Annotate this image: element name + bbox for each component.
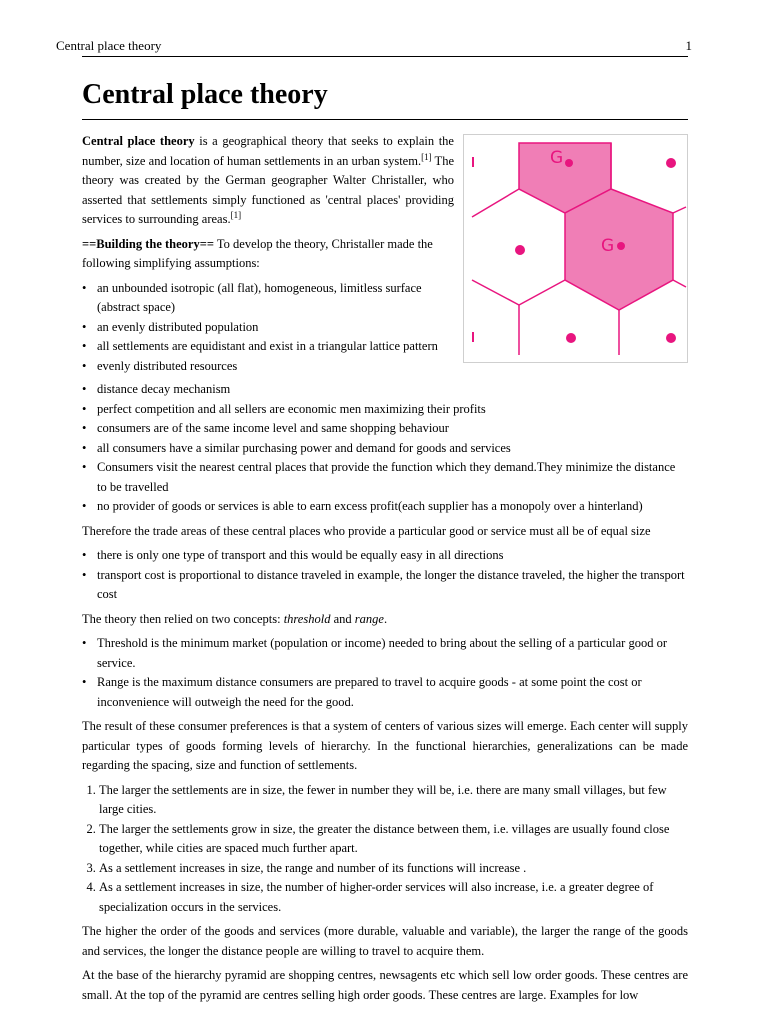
running-title: Central place theory: [56, 38, 162, 53]
citation-link[interactable]: [1]: [230, 209, 242, 220]
list-item: • perfect competition and all sellers are economic men maximizing their profits: [97, 400, 688, 420]
trade-areas-paragraph: Therefore the trade areas of these central places who provide a particular good or service must all be of equal size: [82, 523, 651, 538]
building-heading: ==Building the theory==: [82, 236, 214, 251]
concept-list: [82, 634, 688, 712]
g-label: G: [601, 236, 615, 256]
assumption-list-a: [82, 279, 454, 377]
building-text: To develop the theory, Christaller made the following simplifying assumptions:: [82, 236, 433, 270]
building-paragraph: [82, 235, 454, 274]
list-item: • an evenly distributed population: [97, 318, 454, 338]
pyramid-paragraph: At the base of the hierarchy pyramid are shopping centres, newsagents etc which sell low order goods. These centres are small. At the top of the pyramid are centres selling high order goods. These centres are large. Examples for low: [82, 968, 688, 1002]
transport-list: [82, 546, 688, 605]
list-item: • evenly distributed resources: [97, 357, 454, 377]
intro-term: Central place theory: [82, 134, 195, 148]
page-number: 1: [685, 38, 692, 53]
concepts-suffix: .: [383, 611, 388, 626]
list-item: • Range is the maximum distance consumers are prepared to travel to acquire goods - at some point the cost or inconvenience will outweigh the need for the good.: [97, 673, 688, 712]
higher-order-paragraph: The higher the order of the goods and services (more durable, valuable and variable), the larger the range of the goods and services, the longer the distance people are willing to travel to acquire them.: [82, 924, 688, 958]
list-item: • an unbounded isotropic (all flat), homogeneous, limitless surface (abstract space): [97, 279, 454, 318]
intro-block: [82, 132, 454, 376]
range-term: range: [354, 611, 384, 626]
assumption-list-b: [82, 380, 688, 517]
list-item: • no provider of goods or services is able to earn excess profit(each supplier has a monopoly over a hinterland): [97, 497, 688, 517]
generalizations-list: [82, 781, 688, 918]
list-item: • distance decay mechanism: [97, 380, 688, 400]
list-item: 2. The larger the settlements grow in size, the greater the distance between them, i.e. villages are usually found close together, while cities are spaced much further apart.: [99, 820, 688, 859]
list-item: • there is only one type of transport and this would be equally easy in all directions: [97, 546, 688, 566]
citation-link[interactable]: [1]: [421, 151, 432, 162]
list-item: 1. The larger the settlements are in size, the fewer in number they will be, i.e. there are many small villages, but few large cities.: [99, 781, 688, 820]
concepts-paragraph: [82, 610, 688, 630]
list-item: • transport cost is proportional to distance traveled in example, the longer the distance traveled, the higher the transport cost: [97, 566, 688, 605]
concepts-and: and: [330, 611, 355, 626]
intro-paragraph: [82, 132, 454, 230]
intro-sentence-2: The theory was created by the German geographer Walter Christaller, who asserted that settlements simply functioned as 'central places' providing services to surrounding areas.: [82, 153, 454, 226]
article-body: [82, 132, 688, 1010]
intro-sentence-1: is a geographical theory that seeks to explain the number, size and location of human settlements in an urban system.: [82, 134, 454, 168]
list-item: 4. As a settlement increases in size, the number of higher-order services will also increase, i.e. a greater degree of specialization occurs in the services.: [99, 878, 688, 917]
list-item: • all settlements are equidistant and exist in a triangular lattice pattern: [97, 337, 454, 357]
result-paragraph: The result of these consumer preferences is that a system of centers of various sizes will emerge. Each center will supply particular types of goods forming levels of hierarchy. In the functional hierarchies, generalizations can be made regarding the spacing, size and function of settlements.: [82, 719, 688, 772]
running-header: [56, 38, 692, 57]
list-item: • all consumers have a similar purchasing power and demand for goods and services: [97, 439, 688, 459]
g-label: G: [550, 148, 564, 168]
list-item: • Threshold is the minimum market (population or income) needed to bring about the selling of a particular good or service.: [97, 634, 688, 673]
list-item: 3. As a settlement increases in size, the range and number of its functions will increase .: [99, 859, 688, 879]
list-item: • consumers are of the same income level and same shopping behaviour: [97, 419, 688, 439]
list-item: • Consumers visit the nearest central places that provide the function which they demand.They minimize the distance to be travelled: [97, 458, 688, 497]
threshold-term: threshold: [283, 611, 331, 626]
article-title: Central place theory: [82, 78, 688, 120]
concepts-prefix: The theory then relied on two concepts:: [82, 611, 284, 626]
